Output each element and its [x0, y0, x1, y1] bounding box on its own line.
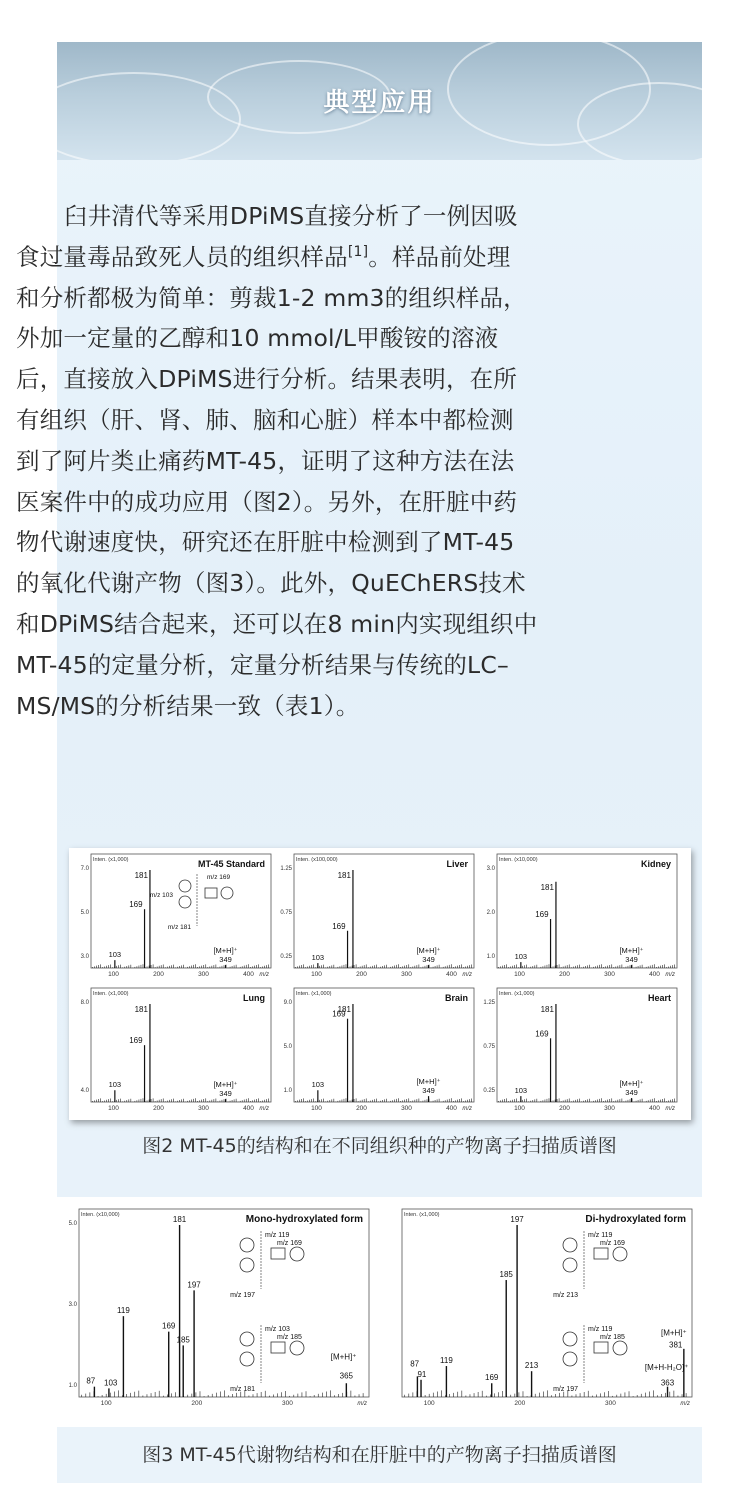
x-tick-label: 100	[311, 1105, 322, 1112]
paragraph-line: MS/MS的分析结果一致（表1）。	[16, 691, 360, 720]
paragraph-line: 物代谢速度快，研究还在肝脏中检测到了MT-45	[16, 528, 515, 557]
intensity-scale-label: Inten. (x100,000)	[296, 857, 338, 863]
peak-label: 185	[499, 1270, 513, 1280]
x-tick-label: 400	[446, 1105, 457, 1112]
peak-label: 181	[540, 1005, 554, 1014]
peak-label: 181	[172, 1215, 187, 1224]
peak-label: 169	[485, 1373, 499, 1383]
y-tick-label: 8.0	[80, 1000, 89, 1006]
paragraph-line: 后，直接放入DPiMS进行分析。结果表明，在所	[16, 365, 518, 394]
fragment-annotation: m/z 213	[553, 1292, 578, 1299]
peak-label: [M+H-H₂O]⁺	[644, 1362, 689, 1372]
paragraph-line: 有组织（肝、肾、肺、脑和心脏）样本中都检测	[16, 405, 514, 434]
panel-title: Lung	[243, 993, 265, 1003]
precursor-label: [M+H]⁺	[619, 1079, 644, 1089]
x-axis-label: m/z	[357, 1401, 367, 1407]
panel-title: Brain	[444, 993, 468, 1003]
fragment-annotation: m/z 197	[553, 1386, 578, 1393]
peak-label: 169	[332, 921, 346, 931]
peak-label: 169	[535, 910, 549, 919]
peak-label: 169	[535, 1029, 549, 1039]
y-tick-label: 1.25	[483, 1000, 495, 1006]
y-tick-label: 1.0	[68, 1383, 77, 1389]
precursor-label: [M+H]⁺	[213, 946, 238, 956]
fragment-annotation: m/z 103	[265, 1326, 290, 1333]
x-tick-label: 200	[356, 971, 367, 978]
y-tick-label: 2.0	[486, 910, 495, 916]
paragraph-line: MT-45的定量分析，定量分析结果与传统的LC–	[16, 650, 509, 679]
x-tick-label: 200	[559, 1105, 570, 1112]
y-tick-label: 0.25	[483, 1088, 495, 1094]
peak-label: 169	[129, 900, 143, 910]
panel-frame	[497, 988, 677, 1102]
peak-label: 91	[417, 1369, 427, 1379]
y-tick-label: 3.0	[68, 1302, 77, 1308]
paragraph-line: 医案件中的成功应用（图2）。另外，在肝脏中药	[16, 487, 518, 516]
fragment-annotation: m/z 185	[277, 1334, 302, 1341]
fragment-annotation: m/z 169	[207, 874, 231, 881]
panel-title: Mono-hydroxylated form	[245, 1214, 363, 1225]
intensity-scale-label: Inten. (x1,000)	[93, 857, 129, 863]
section-banner	[57, 42, 702, 160]
paragraph-line: 的氧化代谢产物（图3）。此外，QuEChERS技术	[16, 569, 526, 598]
y-tick-label: 0.75	[280, 910, 292, 916]
peak-label: 197	[187, 1280, 201, 1290]
x-tick-label: 300	[282, 1400, 293, 1407]
x-tick-label: 400	[649, 1105, 660, 1112]
peak-label: 181	[134, 1005, 148, 1014]
peak-label: 119	[117, 1306, 130, 1316]
intensity-scale-label: Inten. (x1,000)	[404, 1212, 440, 1218]
intensity-scale-label: Inten. (x10,000)	[81, 1212, 120, 1218]
peak-label: 103	[311, 1080, 325, 1090]
peak-label: 119	[440, 1356, 453, 1366]
x-tick-label: 300	[605, 1400, 616, 1407]
y-tick-label: 0.75	[483, 1044, 495, 1050]
panel-title: Heart	[647, 993, 671, 1003]
intensity-scale-label: Inten. (x1,000)	[499, 991, 535, 997]
x-axis-label: m/z	[259, 972, 269, 978]
peak-label: 169	[332, 1009, 346, 1019]
y-tick-label: 5.0	[68, 1221, 77, 1227]
peak-label: 181	[134, 871, 148, 880]
panel-frame	[79, 1209, 369, 1397]
x-tick-label: 100	[108, 1105, 119, 1112]
precursor-label: [M+H]⁺	[416, 946, 441, 956]
x-tick-label: 300	[198, 1105, 209, 1112]
x-tick-label: 300	[401, 1105, 412, 1112]
peak-label: [M+H]⁺	[660, 1328, 687, 1338]
x-tick-label: 300	[604, 971, 615, 978]
x-tick-label: 100	[514, 1105, 525, 1112]
y-tick-label: 1.25	[280, 866, 292, 872]
precursor-label: [M+H]⁺	[416, 1077, 441, 1087]
panel-frame	[497, 854, 677, 968]
figure-3-svg	[57, 1197, 702, 1427]
y-tick-label: 5.0	[283, 1044, 292, 1050]
fragment-annotation: m/z 119	[588, 1232, 613, 1239]
peak-label: 103	[108, 950, 122, 960]
peak-label: 87	[410, 1359, 420, 1369]
precursor-label: [M+H]⁺	[213, 1080, 238, 1090]
x-tick-label: 200	[514, 1400, 526, 1407]
fragment-annotation: m/z 103	[149, 892, 173, 899]
x-tick-label: 300	[604, 1105, 615, 1112]
x-tick-label: 200	[153, 971, 164, 978]
figure-2-caption: 图2 MT-45的结构和在不同组织种的产物离子扫描质谱图	[142, 1135, 617, 1157]
peak-label: 185	[176, 1335, 190, 1345]
fragment-annotation: m/z 197	[230, 1292, 255, 1299]
paragraph-line: 臼井清代等采用DPiMS直接分析了一例因吸	[64, 202, 518, 230]
peak-label: 181	[540, 882, 554, 892]
fragment-annotation: m/z 169	[277, 1240, 302, 1247]
x-axis-label: m/z	[259, 1106, 269, 1112]
fragment-annotation: m/z 185	[600, 1334, 625, 1341]
intensity-scale-label: Inten. (x1,000)	[296, 991, 332, 997]
fragment-annotation: m/z 169	[600, 1240, 625, 1247]
peak-label: 381	[669, 1340, 683, 1350]
x-tick-label: 100	[423, 1400, 435, 1407]
peak-label: 349	[219, 1089, 232, 1099]
paragraph-line: 和分析都极为简单：剪裁1-2 mm3的组织样品，	[16, 283, 527, 312]
x-tick-label: 200	[153, 1105, 164, 1112]
y-tick-label: 7.0	[80, 866, 89, 872]
y-tick-label: 0.25	[280, 954, 292, 960]
peak-label: 103	[514, 952, 528, 962]
body-paragraph	[16, 196, 631, 726]
peak-label: [M+H]⁺	[330, 1352, 357, 1362]
peak-label: 169	[129, 1036, 143, 1046]
panel-title: Kidney	[640, 859, 671, 869]
y-tick-label: 5.0	[80, 910, 89, 916]
precursor-label: [M+H]⁺	[619, 946, 644, 956]
peak-label: 103	[104, 1378, 118, 1388]
peak-label: 181	[337, 1005, 351, 1014]
peak-label: 181	[337, 871, 351, 880]
peak-label: 349	[625, 955, 638, 965]
y-tick-label: 9.0	[283, 1000, 292, 1006]
x-tick-label: 100	[108, 971, 119, 978]
peak-label: 103	[108, 1080, 122, 1090]
fragment-annotation: m/z 119	[265, 1232, 290, 1239]
y-tick-label: 4.0	[80, 1088, 89, 1094]
x-axis-label: m/z	[665, 1106, 675, 1112]
x-tick-label: 400	[243, 1105, 254, 1112]
intensity-scale-label: Inten. (x1,000)	[93, 991, 129, 997]
peak-label: 213	[524, 1361, 539, 1371]
x-tick-label: 200	[191, 1400, 203, 1407]
fragment-annotation: m/z 181	[167, 924, 191, 931]
figure-2-svg	[69, 848, 691, 1120]
x-tick-label: 200	[559, 971, 570, 978]
paragraph-line: 和DPiMS结合起来，还可以在8 min内实现组织中	[16, 609, 538, 638]
y-tick-label: 3.0	[486, 866, 495, 872]
peak-label: 103	[311, 953, 325, 963]
x-axis-label: m/z	[462, 972, 472, 978]
reference-marker: [1]	[347, 243, 369, 260]
x-tick-label: 400	[446, 971, 457, 978]
x-tick-label: 100	[514, 971, 525, 978]
figure-3-spectra	[57, 1197, 702, 1427]
peak-label: 103	[514, 1086, 528, 1096]
peak-label: 169	[162, 1321, 176, 1331]
x-tick-label: 300	[198, 971, 209, 978]
x-tick-label: 300	[401, 971, 412, 978]
x-tick-label: 400	[649, 971, 660, 978]
peak-label: 197	[510, 1215, 524, 1224]
peak-label: 363	[660, 1378, 675, 1388]
paragraph-line: 到了阿片类止痛药MT-45，证明了这种方法在法	[16, 446, 515, 475]
intensity-scale-label: Inten. (x10,000)	[499, 857, 538, 863]
x-tick-label: 100	[311, 971, 322, 978]
figure-3-caption: 图3 MT-45代谢物结构和在肝脏中的产物离子扫描质谱图	[142, 1444, 617, 1466]
section-title: 典型应用	[323, 88, 436, 118]
x-axis-label: m/z	[462, 1106, 472, 1112]
fragment-annotation: m/z 181	[230, 1386, 255, 1393]
x-tick-label: 200	[356, 1105, 367, 1112]
peak-label: 349	[625, 1088, 638, 1098]
y-tick-label: 1.0	[486, 954, 495, 960]
panel-frame	[294, 854, 474, 968]
peak-label: 365	[339, 1371, 354, 1381]
paragraph-line: 外加一定量的乙醇和10 mmol/L甲酸铵的溶液	[16, 324, 499, 353]
x-axis-label: m/z	[665, 972, 675, 978]
peak-label: 87	[86, 1376, 96, 1386]
panel-title: Di-hydroxylated form	[585, 1214, 686, 1225]
panel-title: Liver	[446, 859, 468, 869]
paragraph-line: 食过量毒品致死人员的组织样品[1]。样品前处理	[16, 242, 511, 271]
y-tick-label: 3.0	[80, 954, 89, 960]
panel-title: MT-45 Standard	[197, 859, 265, 869]
figure-2-spectra	[69, 848, 691, 1120]
x-axis-label: m/z	[680, 1401, 690, 1407]
peak-label: 349	[422, 955, 435, 965]
y-tick-label: 1.0	[283, 1088, 292, 1094]
peak-label: 349	[219, 955, 232, 965]
x-tick-label: 100	[100, 1400, 112, 1407]
peak-label: 349	[422, 1086, 435, 1096]
fragment-annotation: m/z 119	[588, 1326, 613, 1333]
x-tick-label: 400	[243, 971, 254, 978]
